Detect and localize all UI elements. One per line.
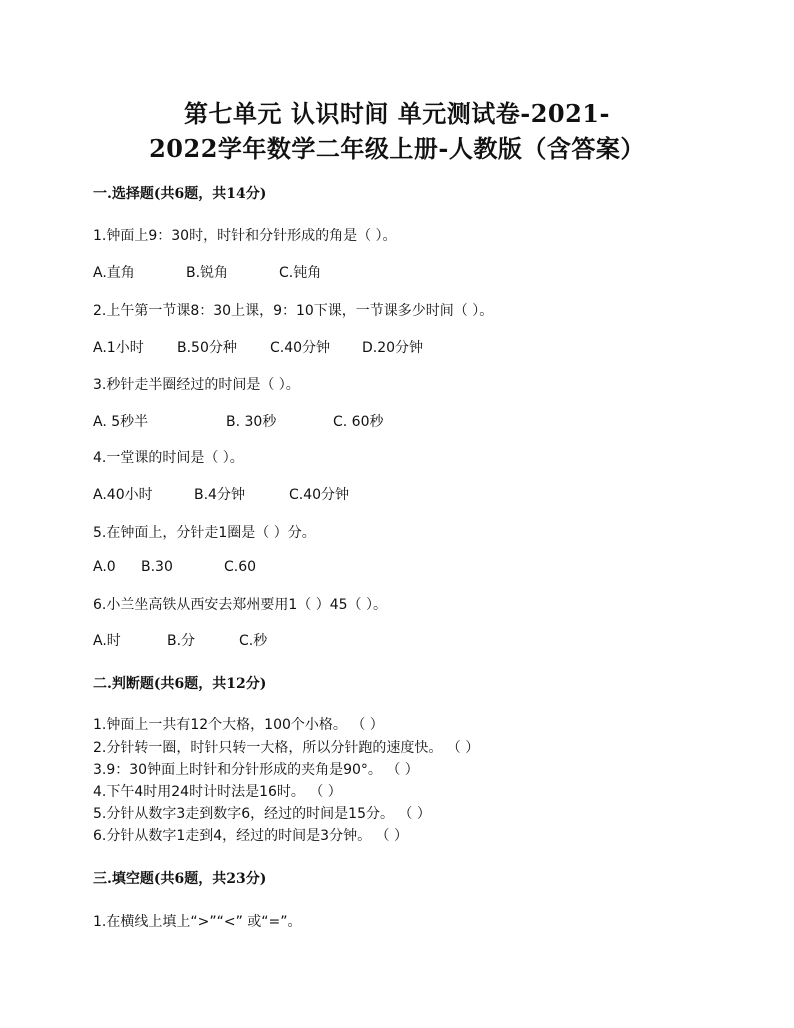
question-3: 3.秒针走半圈经过的时间是（ ）。 bbox=[93, 377, 300, 393]
judgement-item-6: 6.分针从数字1走到4，经过的时间是3分钟。 （ ） bbox=[93, 828, 408, 844]
judgement-item-3: 3.9：30钟面上时针和分针形成的夹角是90°。 （ ） bbox=[93, 762, 419, 778]
section-3-heading: 三.填空题(共6题，共23分) bbox=[93, 871, 267, 887]
option-b: B. 30秒 bbox=[226, 414, 277, 430]
title-line-1: 第七单元 认识时间 单元测试卷-2021- bbox=[184, 99, 610, 128]
option-c: C.60 bbox=[224, 559, 257, 575]
judgement-item-4: 4.下午4时用24时计时法是16时。 （ ） bbox=[93, 784, 342, 800]
fill-blank-item-1: 1.在横线上填上“>”“<” 或“=”。 bbox=[93, 914, 302, 930]
title-line-2: 2022学年数学二年级上册-人教版（含答案） bbox=[149, 134, 645, 163]
question-6: 6.小兰坐高铁从西安去郑州要用1（ ）45（ ）。 bbox=[93, 597, 387, 613]
question-4: 4.一堂课的时间是（ ）。 bbox=[93, 450, 244, 466]
option-b: B.50分种 bbox=[177, 340, 237, 356]
option-a: A.时 bbox=[93, 633, 121, 649]
option-b: B.锐角 bbox=[186, 265, 229, 281]
option-c: C.40分钟 bbox=[289, 487, 350, 503]
option-b: B.30 bbox=[141, 559, 173, 575]
section-1-heading: 一.选择题(共6题，共14分) bbox=[93, 186, 267, 202]
option-a: A.直角 bbox=[93, 265, 135, 281]
option-a: A. 5秒半 bbox=[93, 414, 149, 430]
judgement-item-2: 2.分针转一圈，时针只转一大格，所以分针跑的速度快。 （ ） bbox=[93, 740, 480, 756]
option-d: D.20分钟 bbox=[362, 340, 424, 356]
option-a: A.40小时 bbox=[93, 487, 153, 503]
section-2-heading: 二.判断题(共6题，共12分) bbox=[93, 676, 267, 692]
question-5: 5.在钟面上，分针走1圈是（ ）分。 bbox=[93, 525, 316, 541]
option-a: A.0 bbox=[93, 559, 116, 575]
question-1: 1.钟面上9：30时，时针和分针形成的角是（ ）。 bbox=[93, 228, 397, 244]
judgement-item-5: 5.分针从数字3走到数字6，经过的时间是15分。 （ ） bbox=[93, 806, 431, 822]
judgement-item-1: 1.钟面上一共有12个大格，100个小格。 （ ） bbox=[93, 717, 384, 733]
option-b: B.4分钟 bbox=[194, 487, 245, 503]
option-c: C.钝角 bbox=[279, 265, 322, 281]
option-c: C.秒 bbox=[239, 633, 268, 649]
option-c: C. 60秒 bbox=[333, 414, 384, 430]
question-2: 2.上午第一节课8：30上课，9：10下课，一节课多少时间（ ）。 bbox=[93, 303, 494, 319]
option-b: B.分 bbox=[167, 633, 196, 649]
option-a: A.1小时 bbox=[93, 340, 144, 356]
option-c: C.40分钟 bbox=[270, 340, 331, 356]
